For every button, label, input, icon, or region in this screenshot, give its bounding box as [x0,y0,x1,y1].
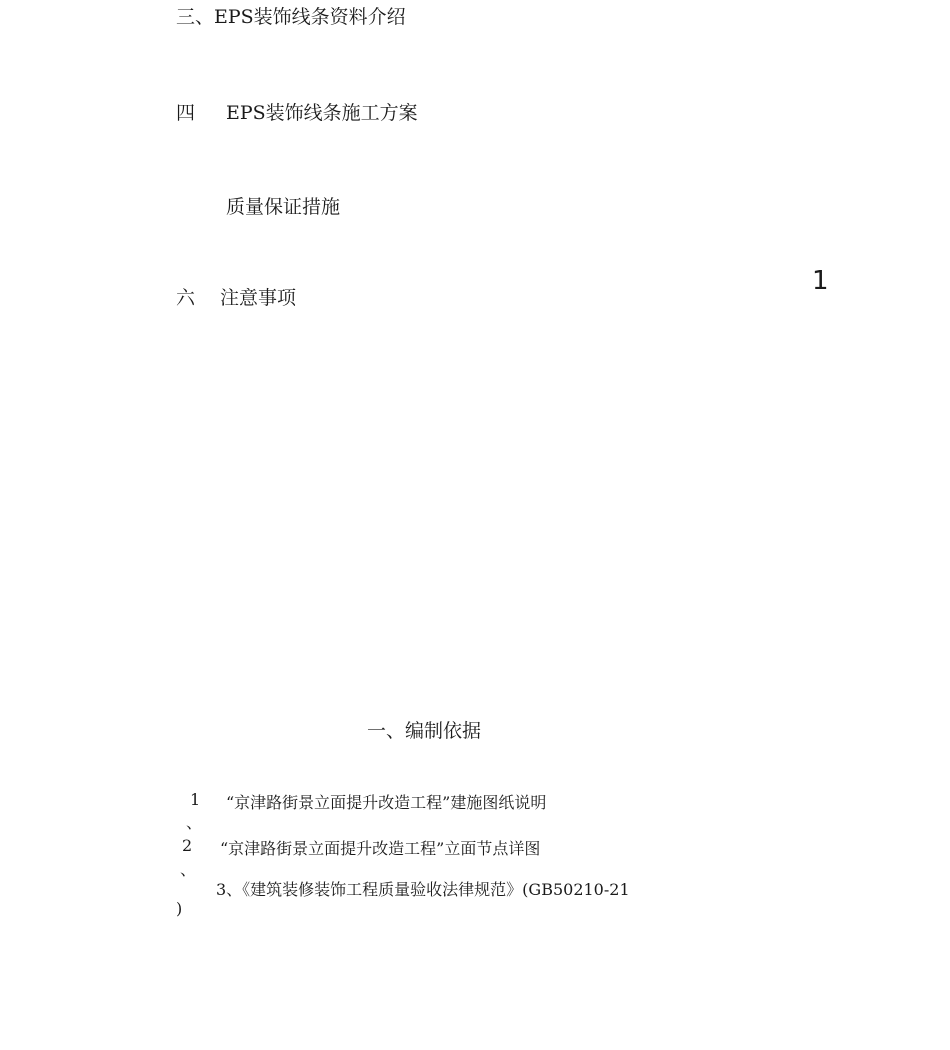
reference-3-text: 3、《建筑装修装饰工程质量验收法律规范》(GB50210-21 [216,880,630,899]
reference-1-number: 1 [190,790,201,809]
toc-item-6-number: 六 [176,287,196,309]
reference-2-number: 2 [182,836,193,855]
reference-3-tail: ) [176,899,183,918]
section-heading: 一、编制依据 [367,720,482,742]
toc-item-5-text: 质量保证措施 [226,196,341,218]
reference-2-separator: 、 [180,860,197,879]
toc-item-4-text: EPS装饰线条施工方案 [226,102,418,124]
toc-item-3: 三、EPS装饰线条资料介绍 [176,6,406,28]
reference-2-text: “京津路街景立面提升改造工程”立面节点详图 [220,839,541,858]
page-number: 1 [812,266,829,296]
reference-1-text: “京津路街景立面提升改造工程”建施图纸说明 [226,793,547,812]
toc-item-6-text: 注意事项 [220,287,297,309]
reference-1-separator: 、 [186,813,203,832]
toc-item-4-number: 四 [176,102,196,124]
